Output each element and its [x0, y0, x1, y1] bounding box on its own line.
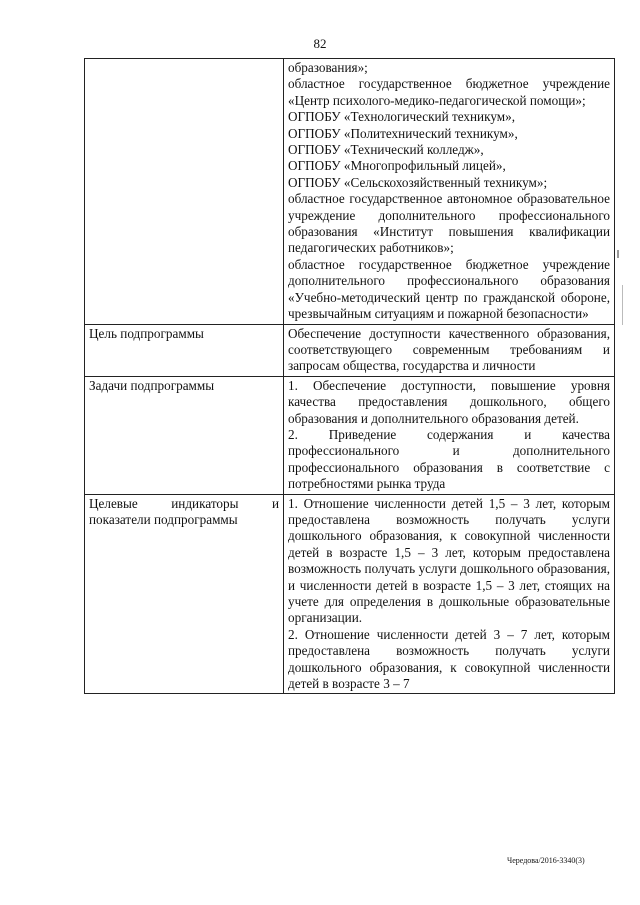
row-label-text: Целевые индикаторы и показатели подпрограммы [89, 495, 279, 527]
table-row-tasks [85, 376, 615, 494]
program-passport-table [84, 58, 615, 694]
paragraph: 1. Отношение численности детей 1,5 – 3 лет, которым предоставлена возможность получать услуги дошкольного образования, к совокупной численности детей в возрасте 1,5 – 3 лет, которым предоставлена возможность получать услуги дошкольного образования, и численности детей в возрасте 1,5 – 3 лет, стоящих на учете для определения в дошкольные образовательные организации. [288, 495, 610, 626]
table-row-executors [85, 59, 615, 325]
paragraph: ОГПОБУ «Политехнический техникум», [288, 125, 518, 141]
row-value [284, 324, 615, 376]
page-number: 82 [313, 36, 327, 51]
row-label [85, 494, 284, 694]
scan-artifact [622, 285, 623, 325]
paragraph: областное государственное автономное образовательное учреждение дополнительного профессионального образования «Институт повышения квалификации педагогических работников»; [288, 191, 610, 256]
row-value [284, 376, 615, 494]
row-label [85, 376, 284, 494]
paragraph: ОГПОБУ «Технологический техникум», [288, 109, 515, 125]
paragraph: областное государственное бюджетное учреждение дополнительного профессионального образования «Учебно-методический центр по гражданской обороне, чрезвычайным ситуациям и пожарной безопасности» [288, 256, 610, 322]
row-label [85, 324, 284, 376]
paragraph: 1. Обеспечение доступности, повышение уровня качества предоставления дошкольного, общего образования и дополнительного образования детей. [288, 377, 610, 426]
row-value [284, 59, 615, 325]
document-footer-code: Чередова/2016-3340(3) [507, 856, 585, 865]
paragraph: образования»; [288, 60, 368, 75]
paragraph: областное государственное бюджетное учреждение «Центр психолого-медико-педагогической помощи»; [288, 76, 610, 108]
paragraph: ОГПОБУ «Многопрофильный лицей», [288, 158, 506, 174]
paragraph: 2. Приведение содержания и качества профессионального и дополнительного профессионального образования в соответствие с потребностями рынка труда [288, 426, 610, 492]
table-row-goal [85, 324, 615, 376]
row-label-text: Задачи подпрограммы [89, 377, 215, 393]
paragraph: ОГПОБУ «Технический колледж», [288, 142, 484, 158]
table-row-indicators [85, 494, 615, 694]
row-label-text: Цель подпрограммы [89, 325, 204, 341]
scan-artifact [617, 250, 619, 258]
paragraph: 2. Отношение численности детей 3 – 7 лет, которым предоставлена возможность получать услуги дошкольного образования, к совокупной численности детей в возрасте 3 – 7 [288, 626, 610, 692]
paragraph: ОГПОБУ «Сельскохозяйственный техникум»; [288, 174, 548, 190]
row-value [284, 494, 615, 694]
row-label [85, 59, 284, 325]
paragraph: Обеспечение доступности качественного образования, соответствующего современным требованиям и запросам общества, государства и личности [288, 325, 610, 374]
